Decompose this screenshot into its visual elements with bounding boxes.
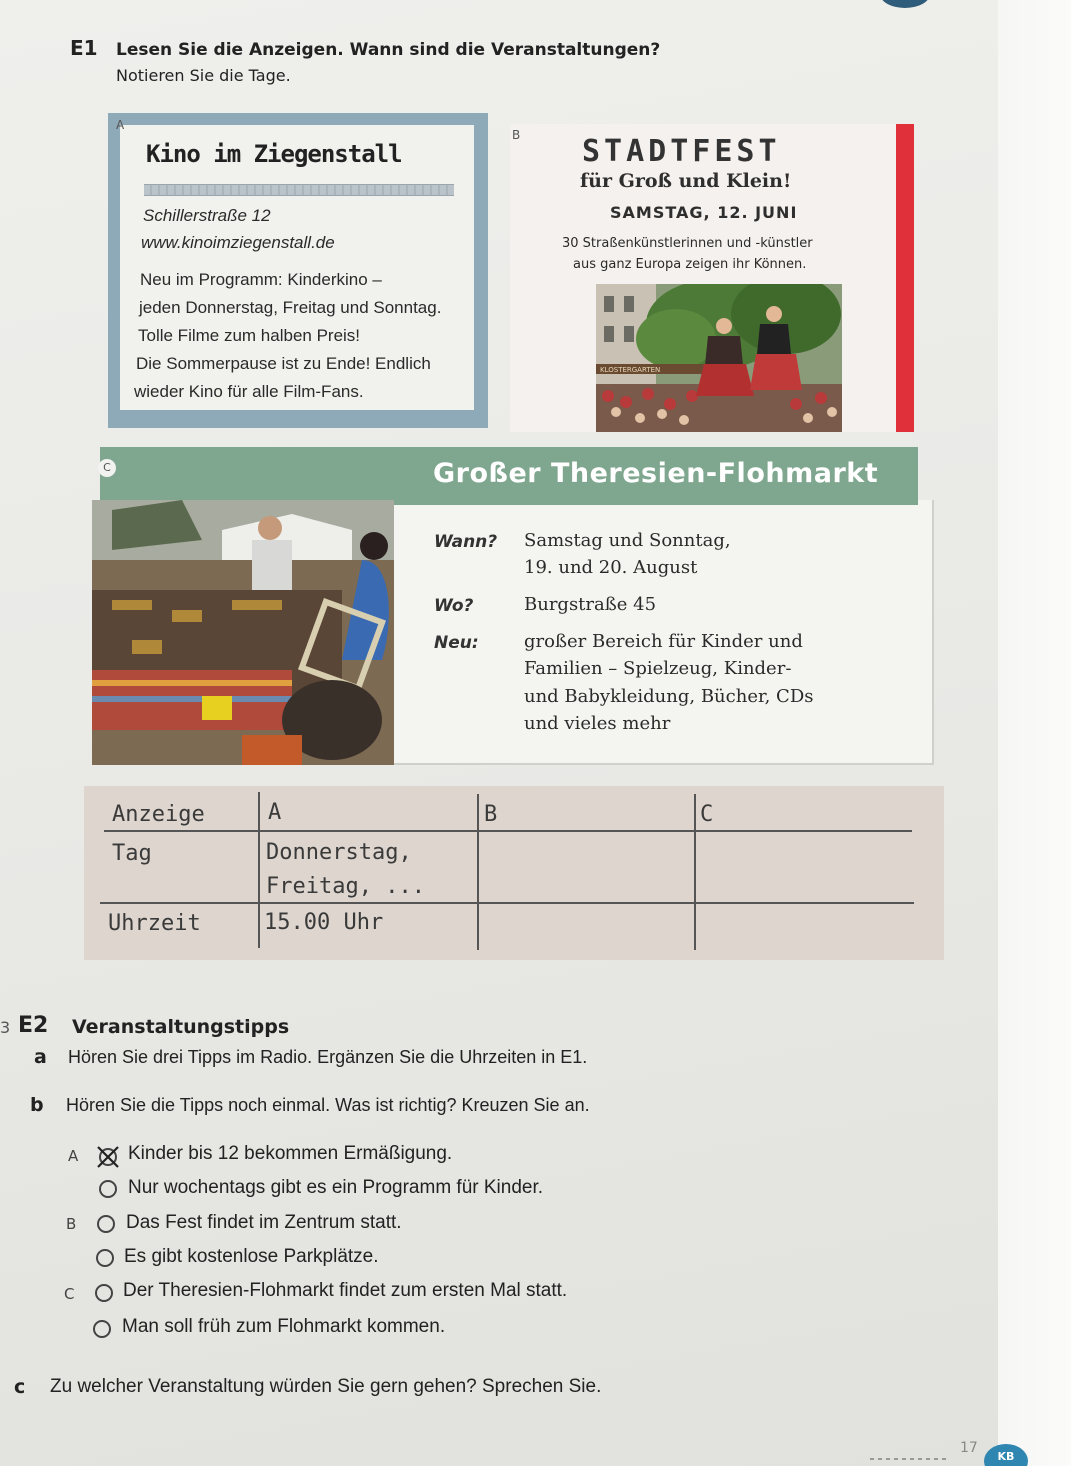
- ad-a-address: Schillerstraße 12: [143, 206, 271, 225]
- task-text: Hören Sie die Tipps noch einmal. Was ist richtig? Kreuzen Sie an.: [66, 1095, 590, 1115]
- ad-b-text-line: aus ganz Europa zeigen ihr Können.: [573, 257, 807, 272]
- table-cell-answer: Donnerstag,: [266, 840, 412, 865]
- table-header-cell: C: [700, 802, 714, 827]
- table-line: [694, 794, 696, 950]
- task-letter: b: [30, 1094, 44, 1116]
- option-group-letter: B: [66, 1215, 77, 1233]
- checkbox[interactable]: [93, 1320, 111, 1338]
- checkbox-checked[interactable]: [96, 1145, 120, 1169]
- page-number: 17: [960, 1440, 978, 1456]
- ad-c-new-line: Familien – Spielzeug, Kinder-: [524, 658, 792, 679]
- table-row-label: Uhrzeit: [108, 911, 201, 936]
- option-text: Nur wochentags gibt es ein Programm für Kinder.: [128, 1177, 544, 1198]
- margin-mark: 3: [0, 1018, 11, 1037]
- task-letter: c: [14, 1376, 26, 1398]
- option-text: Es gibt kostenlose Parkplätze.: [124, 1246, 379, 1267]
- ad-b-subtitle: für Groß und Klein!: [580, 170, 792, 192]
- street-festival-photo: [596, 284, 842, 432]
- option-group-letter: C: [64, 1285, 75, 1303]
- ad-c-title: Großer Theresien-Flohmarkt: [433, 458, 879, 489]
- exercise-number: E2: [18, 1013, 49, 1038]
- crossed-circle-icon: [96, 1145, 120, 1169]
- table-line: [100, 902, 914, 904]
- checkbox[interactable]: [97, 1215, 115, 1233]
- ad-c-new-line: und vieles mehr: [524, 713, 671, 734]
- exercise-subtitle: Notieren Sie die Tage.: [116, 66, 291, 85]
- ad-a-letter: A: [116, 118, 125, 132]
- table-line: [477, 794, 479, 950]
- ad-a-line: Tolle Filme zum halben Preis!: [138, 326, 361, 345]
- option-text: Man soll früh zum Flohmarkt kommen.: [122, 1316, 446, 1337]
- ad-a-line: wieder Kino für alle Film-Fans.: [134, 382, 364, 401]
- task-text: Hören Sie drei Tipps im Radio. Ergänzen Sie die Uhrzeiten in E1.: [68, 1047, 588, 1067]
- ad-a-line: jeden Donnerstag, Freitag und Sonntag.: [139, 298, 442, 317]
- exercise-title: Veranstaltungstipps: [72, 1016, 290, 1038]
- footer-rule: [870, 1458, 950, 1460]
- flea-market-photo: [92, 500, 394, 765]
- exercise-title: Lesen Sie die Anzeigen. Wann sind die Veranstaltungen?: [116, 40, 661, 60]
- ad-c-when-label: Wann?: [434, 532, 498, 552]
- option-text: Kinder bis 12 bekommen Ermäßigung.: [128, 1143, 453, 1164]
- option-text: Das Fest findet im Zentrum statt.: [126, 1212, 402, 1233]
- ad-c-letter: C: [98, 459, 116, 477]
- option-text: Der Theresien-Flohmarkt findet zum ersten Mal statt.: [123, 1280, 568, 1301]
- ad-a-line: Die Sommerpause ist zu Ende! Endlich: [136, 354, 431, 373]
- ad-c-where-value: Burgstraße 45: [524, 594, 657, 615]
- table-line: [258, 792, 260, 948]
- photo-sign: KLOSTERGARTEN: [600, 366, 661, 374]
- ad-a-divider: [144, 184, 454, 196]
- table-header-cell: Anzeige: [112, 802, 205, 827]
- table-header-cell: A: [268, 800, 282, 825]
- task-letter: a: [34, 1046, 47, 1068]
- exercise-number: E1: [70, 36, 98, 60]
- ad-c-when-line: Samstag und Sonntag,: [524, 530, 731, 551]
- ad-b-title: STADTFEST: [582, 134, 781, 169]
- table-row-label: Tag: [112, 841, 152, 866]
- table-line: [104, 830, 912, 832]
- checkbox[interactable]: [95, 1284, 113, 1302]
- task-text: Zu welcher Veranstaltung würden Sie gern gehen? Sprechen Sie.: [50, 1376, 602, 1397]
- option-group-letter: A: [68, 1147, 79, 1165]
- table-cell-answer: Freitag, ...: [266, 874, 425, 899]
- checkbox[interactable]: [96, 1249, 114, 1267]
- ad-c-new-line: großer Bereich für Kinder und: [524, 631, 803, 652]
- ad-c-new-line: und Babykleidung, Bücher, CDs: [524, 686, 814, 707]
- ad-c-when-line: 19. und 20. August: [524, 557, 698, 578]
- ad-b-date: SAMSTAG, 12. JUNI: [610, 203, 798, 222]
- ad-a-website: www.kinoimziegenstall.de: [141, 233, 335, 252]
- ad-a-line: Neu im Programm: Kinderkino –: [140, 270, 382, 289]
- answer-table: [84, 786, 944, 960]
- ad-c-new-label: Neu:: [434, 633, 479, 653]
- checkbox[interactable]: [99, 1180, 117, 1198]
- page-right-edge: [998, 0, 1071, 1466]
- ad-b-text-line: 30 Straßenkünstlerinnen und -künstler: [562, 236, 813, 251]
- table-cell-answer: 15.00 Uhr: [264, 910, 384, 935]
- ad-b-letter: B: [512, 128, 521, 142]
- ad-c-where-label: Wo?: [434, 596, 474, 616]
- kb-badge: KB: [984, 1444, 1028, 1466]
- ad-a-title: Kino im Ziegenstall: [146, 140, 402, 168]
- table-header-cell: B: [484, 802, 498, 827]
